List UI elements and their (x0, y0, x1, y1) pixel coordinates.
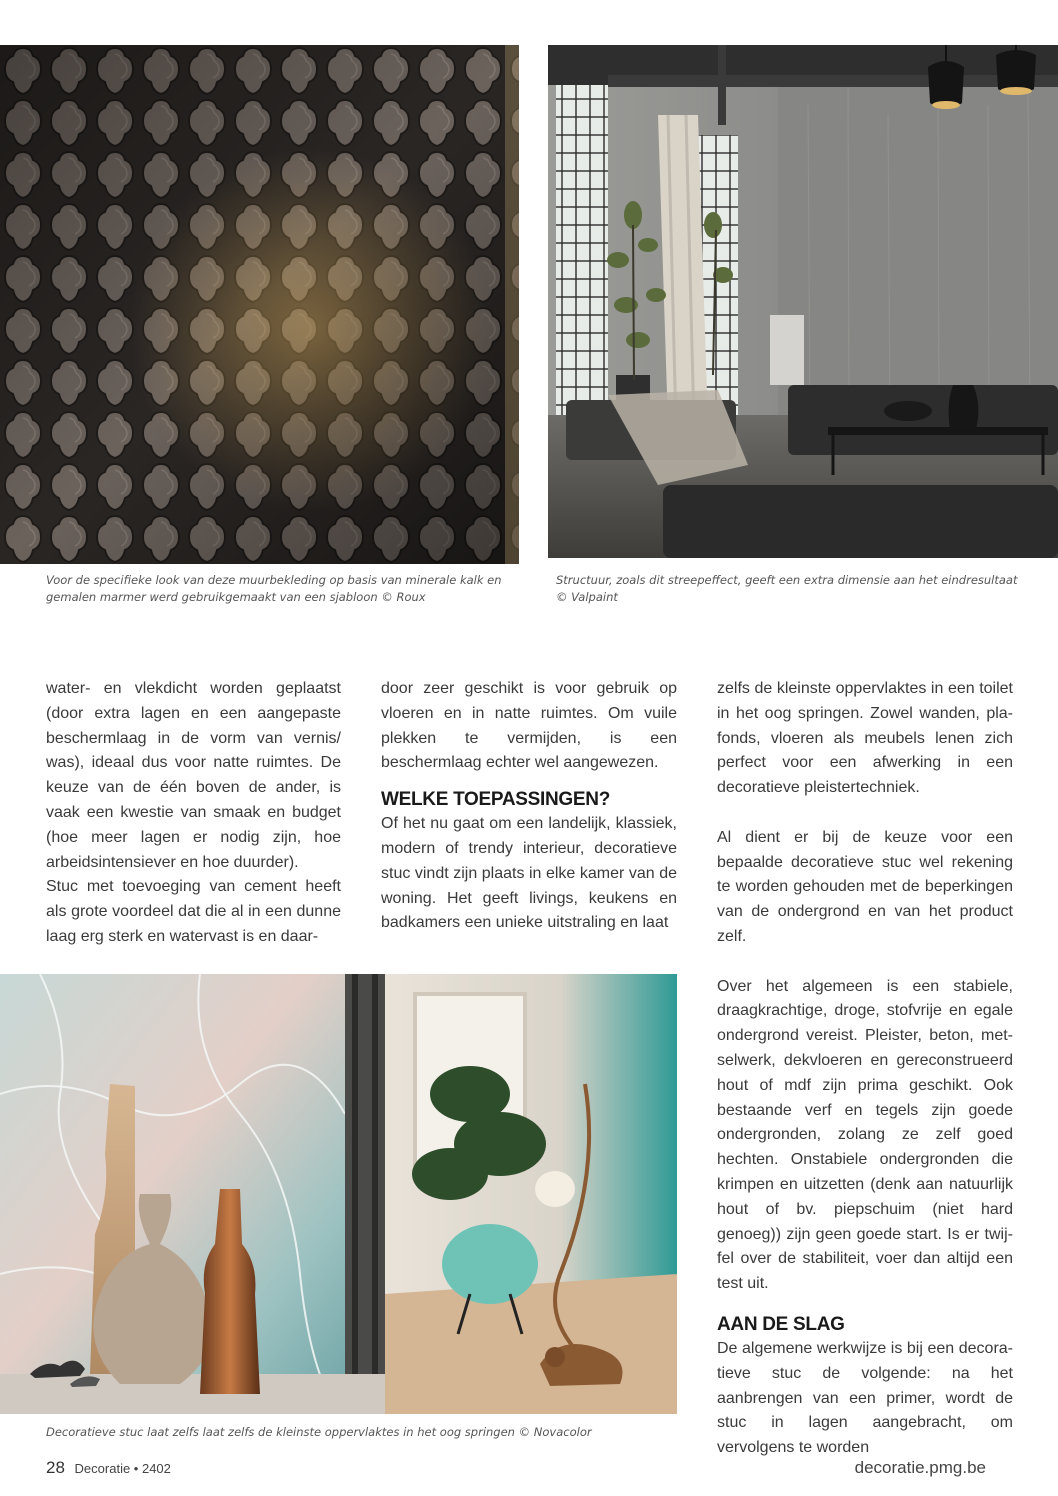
paragraph: zelfs de kleinste oppervlaktes in een toilet in het oog springen. Zowel wanden, plafonds, vloeren als meubels lenen zich perfect voor een afwerking in een decoratieve pleistertechniek. (717, 680, 1013, 797)
section-heading: WELKE TOEPASSINGEN? (381, 789, 611, 811)
paragraph: Stuc met toevoeging van cement heeft als grote voordeel dat die al in een dunne laag erg sterk en watervast is en daar- (46, 878, 341, 945)
article-column-3 (717, 677, 1013, 1461)
caption-arabesque-wall: Voor de specifieke look van deze muurbekleding op basis van minerale kalk en gemalen marmer werd gebruikgemaakt van een sjabloon © Roux (46, 573, 502, 604)
paragraph: Over het algemeen is een stabiele, draagkrachtige, droge, stofvrije en egale ondergrond vereist. Pleister, beton, metselwerk, dekvloeren en gereconstrueerd hout of mdf zijn prima geschikt. Ook bestaande verf en tegels zijn goede ondergronden, zolang ze zelf goed hechten. Onstabiele ondergronden die krimpen en uitzetten (denk aan natuurlijk hout of bv. piepschuim (niet hard genoeg)) zijn geen goede start. Is er twijfel over de stabiliteit, voer dan altijd een test uit. (717, 977, 1013, 1293)
caption-marble-stuc-interior: Decoratieve stuc laat zelfs laat zelfs de kleinste oppervlaktes in het oog springen © Novacolor (46, 1425, 592, 1439)
paragraph: Al dient er bij de keuze voor een bepaalde decoratieve stuc wel rekening te worden gehouden met de beperkingen van de ondergrond en van het product zelf. (717, 828, 1013, 945)
paragraph: water- en vlekdicht worden geplaatst (door extra lagen en een aangepaste beschermlaag in de vorm van vernis/ was), ideaal dus voor natte ruimtes. De keuze van de één boven de ander, is vaak een kwestie van smaak en budget (hoe meer lagen er nodig zijn, hoe arbeidsintensiever en hoe duurder). (46, 680, 341, 871)
website-link[interactable]: decoratie.pmg.be (854, 1458, 986, 1477)
paragraph: De algemene werkwijze is bij een decoratieve stuc de volgende: na het aanbrengen van een primer, wordt de stuc in lagen aangebracht, om vervolgens te worden (717, 1339, 1013, 1457)
paragraph: door zeer geschikt is voor gebruik op vloeren en in natte ruimtes. Om vuile plekken te vermijden, is een beschermlaag echter wel aangewezen. (381, 680, 677, 772)
paragraph: Of het nu gaat om een landelijk, klassiek, modern of trendy interieur, decoratieve stuc vindt zijn plaats in elke kamer van de woning. Het geeft livings, keukens en badkamers een unieke uitstraling en laat (381, 815, 677, 932)
article-column-2 (381, 677, 677, 936)
article-column-1 (46, 677, 341, 950)
page-footer-left (46, 1458, 171, 1478)
caption-loft-interior: Structuur, zoals dit streepeffect, geeft een extra dimensie aan het eindresultaat © Valpaint (556, 573, 1018, 604)
section-heading: AAN DE SLAG (717, 1313, 845, 1335)
magazine-issue: Decoratie • 2402 (74, 1461, 171, 1476)
photo-loft-interior (548, 45, 1058, 558)
photo-arabesque-wall (0, 45, 519, 564)
page-number: 28 (46, 1458, 65, 1477)
photo-marble-stuc-interior (0, 974, 677, 1414)
